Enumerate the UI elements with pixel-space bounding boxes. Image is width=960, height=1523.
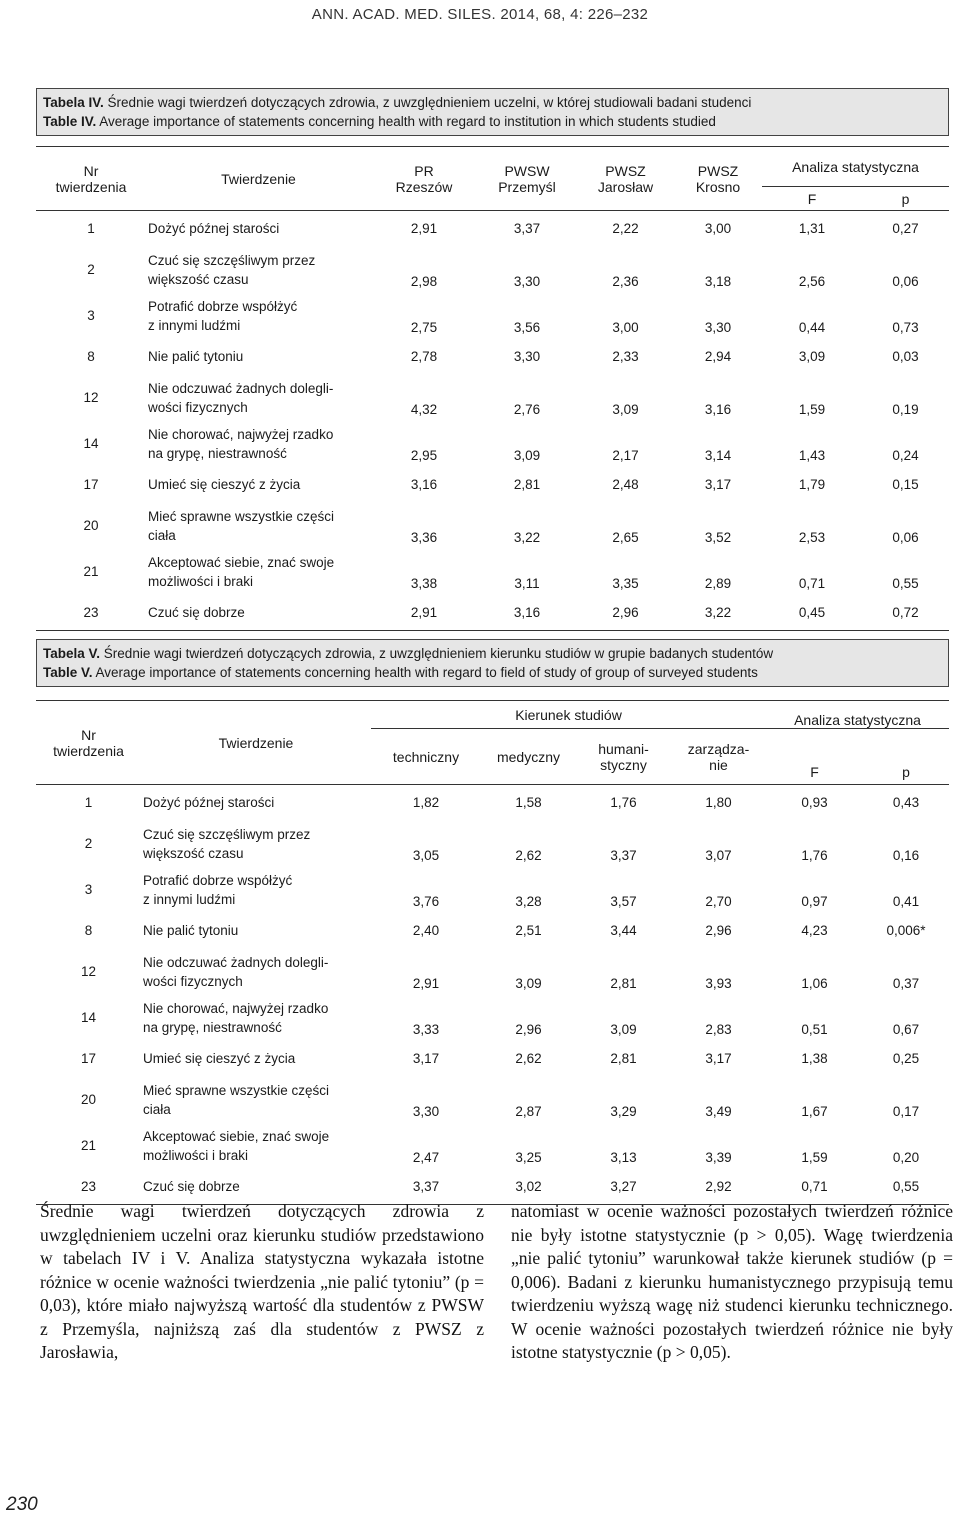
cell-value: 3,30	[412, 1103, 440, 1119]
cell-value: 0,55	[892, 1178, 920, 1194]
table-row	[36, 1041, 949, 1077]
cell-value: 1,43	[798, 447, 826, 463]
cell-value: 4,23	[801, 923, 828, 938]
cell-value: 3,22	[513, 529, 541, 545]
cell-value: 2,96	[515, 1021, 542, 1037]
table-row	[36, 247, 949, 293]
cell-value: 3,14	[704, 447, 732, 463]
cell-value: 0,97	[801, 893, 828, 909]
cell-value: 1,82	[412, 795, 440, 811]
table5	[36, 700, 949, 1205]
cell-value: 1,80	[705, 795, 732, 811]
cell-statement	[141, 913, 371, 949]
cell-value: 2,62	[515, 847, 542, 863]
cell-nr: 20	[80, 1092, 97, 1107]
cell-value: 2,96	[612, 604, 639, 620]
table-row	[36, 821, 949, 867]
cell-nr: 8	[84, 923, 93, 938]
table4-header-p: p	[862, 187, 949, 211]
cell-value: 2,51	[515, 923, 542, 938]
cell-value: 0,71	[801, 1178, 828, 1194]
cell-nr: 2	[84, 836, 93, 851]
statement-line: ciała	[143, 1101, 171, 1117]
cell-value: 1,67	[801, 1103, 828, 1119]
cell-value: 3,13	[610, 1149, 637, 1165]
statement-line: Akceptować siebie, znać swoje	[148, 554, 335, 570]
table-row	[36, 913, 949, 949]
table-row	[36, 211, 949, 247]
statement-line: wości fizycznych	[148, 399, 248, 415]
cell-value: 0,16	[892, 847, 920, 863]
table4-caption-en: Average importance of statements concerning health with regard to institution in which students studied	[96, 114, 716, 129]
cell-value: 0,93	[801, 795, 828, 811]
cell-nr: 21	[83, 564, 99, 579]
cell-value: 0,15	[892, 477, 919, 492]
statement-line: Dożyć późnej starości	[148, 221, 280, 237]
cell-value: 1,06	[801, 975, 828, 991]
cell-value: 3,11	[514, 575, 540, 591]
cell-value: 2,22	[612, 221, 639, 237]
cell-value: 2,92	[705, 1178, 732, 1194]
statement-line: możliwości i braki	[143, 1147, 249, 1163]
running-header: ANN. ACAD. MED. SILES. 2014, 68, 4: 226–232	[311, 6, 649, 23]
table-row	[36, 293, 949, 339]
statement-line: Czuć się dobrze	[143, 1178, 240, 1194]
cell-value: 3,56	[513, 319, 541, 335]
table-row	[36, 549, 949, 595]
cell-value: 3,76	[412, 893, 440, 909]
cell-statement	[141, 1077, 371, 1123]
table5-header-nr: Nr twierdzenia	[36, 701, 141, 785]
cell-statement	[141, 1123, 371, 1169]
cell-value: 3,00	[612, 319, 639, 335]
cell-value: 2,96	[705, 923, 732, 938]
cell-statement	[146, 339, 371, 375]
table-row	[36, 421, 949, 467]
table4-caption-pl: Średnie wagi twierdzeń dotyczących zdrowia, z uwzględnieniem uczelni, w której studiowali badani studenci	[103, 95, 752, 110]
table-row	[36, 375, 949, 421]
cell-statement	[146, 375, 371, 421]
cell-value: 3,27	[610, 1178, 637, 1194]
cell-value: 2,62	[515, 1051, 542, 1066]
cell-value: 3,37	[412, 1178, 440, 1194]
cell-value: 0,55	[892, 575, 919, 591]
statement-line: Nie odczuwać żadnych dolegli-	[143, 954, 329, 970]
cell-value: 2,56	[798, 273, 826, 289]
cell-value: 3,09	[798, 349, 826, 364]
cell-statement	[141, 949, 371, 995]
cell-value: 2,94	[704, 349, 732, 364]
table4	[36, 146, 949, 631]
statement-line: większość czasu	[143, 845, 244, 861]
cell-value: 1,38	[801, 1051, 828, 1066]
cell-value: 3,33	[412, 1021, 440, 1037]
statement-line: z innymi ludźmi	[148, 317, 241, 333]
table5-header-col-4: zarządza- nie	[671, 729, 766, 785]
table4-caption-en-label: Table IV.	[43, 114, 97, 129]
table5-caption-en-label: Table V.	[43, 665, 93, 680]
table5-header-statement: Twierdzenie	[141, 701, 371, 785]
table4-header-statement: Twierdzenie	[146, 147, 371, 211]
cell-value: 1,59	[798, 401, 826, 417]
table-row	[36, 995, 949, 1041]
cell-value: 0,24	[892, 447, 919, 463]
table-row	[36, 867, 949, 913]
cell-statement	[146, 595, 371, 631]
cell-value: 0,43	[892, 795, 920, 811]
statement-line: Nie chorować, najwyżej rzadko	[143, 1000, 329, 1016]
cell-value: 0,51	[801, 1021, 828, 1037]
cell-value: 3,02	[515, 1178, 542, 1194]
cell-value: 2,76	[513, 401, 541, 417]
cell-value: 1,31	[798, 221, 826, 237]
cell-value: 3,00	[704, 221, 732, 237]
statement-line: Umieć się cieszyć z życia	[143, 1051, 296, 1066]
cell-value: 3,44	[610, 923, 637, 938]
cell-value: 3,38	[410, 575, 438, 591]
cell-value: 3,37	[610, 847, 637, 863]
statement-line: Nie palić tytoniu	[143, 923, 239, 938]
table-row	[36, 467, 949, 503]
cell-value: 3,29	[610, 1103, 637, 1119]
cell-value: 2,83	[705, 1021, 732, 1037]
cell-value: 3,17	[704, 477, 732, 492]
cell-statement	[146, 293, 371, 339]
cell-value: 3,09	[610, 1021, 637, 1037]
statement-line: Potrafić dobrze współżyć	[148, 298, 298, 314]
cell-value: 1,79	[798, 477, 826, 492]
cell-statement	[141, 785, 371, 821]
cell-value: 3,25	[515, 1149, 542, 1165]
cell-value: 2,47	[412, 1149, 440, 1165]
cell-value: 3,16	[513, 604, 541, 620]
table5-header-p: p	[863, 729, 949, 785]
cell-value: 3,09	[612, 401, 639, 417]
cell-value: 2,87	[515, 1103, 542, 1119]
cell-value: 3,30	[513, 273, 541, 289]
cell-value: 2,89	[704, 575, 732, 591]
cell-value: 0,17	[892, 1103, 920, 1119]
cell-value: 1,76	[610, 795, 637, 811]
cell-value: 3,37	[513, 221, 541, 237]
cell-value: 1,59	[801, 1149, 828, 1165]
statement-line: na grypę, niestrawność	[148, 445, 287, 461]
cell-statement	[146, 211, 371, 247]
cell-nr: 20	[83, 518, 99, 533]
statement-line: Czuć się dobrze	[148, 604, 245, 620]
cell-value: 0,72	[892, 604, 919, 620]
cell-value: 2,65	[612, 529, 639, 545]
table5-header-group: Kierunek studiów	[371, 701, 766, 729]
statement-line: Akceptować siebie, znać swoje	[143, 1128, 330, 1144]
cell-value: 0,37	[892, 975, 920, 991]
cell-value: 2,33	[612, 349, 639, 364]
cell-value: 2,95	[410, 447, 438, 463]
cell-value: 0,73	[892, 319, 919, 335]
cell-statement	[146, 549, 371, 595]
table-row	[36, 595, 949, 631]
cell-nr: 14	[80, 1010, 97, 1025]
cell-statement	[141, 1041, 371, 1077]
cell-nr: 2	[87, 262, 95, 277]
cell-nr: 23	[83, 604, 99, 620]
cell-value: 3,52	[704, 529, 732, 545]
cell-nr: 17	[80, 1051, 97, 1066]
cell-value: 1,76	[801, 847, 828, 863]
statement-line: Potrafić dobrze współżyć	[143, 872, 293, 888]
cell-value: 3,35	[612, 575, 639, 591]
table-row	[36, 785, 949, 821]
cell-value: 0,06	[892, 273, 919, 289]
cell-value: 2,75	[410, 319, 438, 335]
table4-header-col-1: PR Rzeszów	[371, 147, 477, 211]
cell-statement	[141, 867, 371, 913]
statement-line: z innymi ludźmi	[143, 891, 236, 907]
cell-value: 3,07	[705, 847, 732, 863]
table4-header-col-4: PWSZ Krosno	[674, 147, 762, 211]
table4-header-col-3: PWSZ Jarosław	[577, 147, 674, 211]
cell-nr: 1	[84, 795, 93, 811]
table-row	[36, 949, 949, 995]
cell-value: 0,67	[892, 1021, 920, 1037]
cell-statement	[146, 467, 371, 503]
cell-value: 3,09	[513, 447, 541, 463]
cell-value: 2,40	[412, 923, 440, 938]
cell-value: 3,16	[704, 401, 732, 417]
table5-caption-pl-label: Tabela V.	[43, 646, 101, 661]
table4-caption-pl-label: Tabela IV.	[43, 95, 104, 110]
table5-caption-pl: Średnie wagi twierdzeń dotyczących zdrowia, z uwzględnieniem kierunku studiów w grupie badanych studentów	[100, 646, 774, 661]
cell-value: 3,36	[410, 529, 438, 545]
page-number: 230	[6, 1494, 38, 1515]
cell-value: 1,58	[515, 795, 542, 811]
table4-header-f: F	[762, 187, 862, 211]
table4-caption	[36, 88, 949, 136]
cell-value: 2,48	[612, 477, 639, 492]
cell-value: 0,71	[798, 575, 826, 591]
cell-value: 2,91	[410, 221, 438, 237]
cell-nr: 3	[87, 308, 95, 323]
statement-line: Umieć się cieszyć z życia	[148, 477, 301, 492]
table5-caption	[36, 639, 949, 687]
statement-line: na grypę, niestrawność	[143, 1019, 282, 1035]
statement-line: Mieć sprawne wszystkie części	[148, 508, 335, 524]
cell-statement	[146, 503, 371, 549]
statement-line: możliwości i braki	[148, 573, 254, 589]
cell-value: 3,39	[705, 1149, 732, 1165]
body-text-right: natomiast w ocenie ważności pozostałych twierdzeń różnice nie były istotne statystycznie (p > 0,05). Wagę twierdzenia „nie palić tytoniu” warunkował także kierunek studiów (p = 0,006). Badani z kierunku humanistycznego przypisują temu twierdzeniu wyższą wagę niż studenci kierunku technicznego. W ocenie ważności pozostałych twierdzeń różnice nie były istotne statystycznie (p > 0,05).	[511, 1201, 953, 1362]
cell-value: 0,19	[892, 401, 919, 417]
table-row	[36, 1077, 949, 1123]
table-row	[36, 339, 949, 375]
cell-nr: 12	[83, 390, 99, 405]
cell-nr: 14	[83, 436, 99, 451]
cell-value: 2,81	[513, 477, 541, 492]
table-row	[36, 1123, 949, 1169]
cell-value: 2,78	[410, 349, 438, 364]
statement-line: Czuć się szczęśliwym przez	[148, 252, 316, 268]
table5-header-col-1: techniczny	[371, 729, 481, 785]
statement-line: Nie chorować, najwyżej rzadko	[148, 426, 334, 442]
cell-value: 0,45	[798, 604, 826, 620]
table4-header-nr: Nr twierdzenia	[36, 147, 146, 211]
cell-value: 2,98	[410, 273, 438, 289]
cell-nr: 8	[87, 349, 95, 364]
table5-header-analysis: Analiza statystyczna	[794, 712, 921, 728]
cell-value: 3,57	[610, 893, 637, 909]
table5-header-col-2: medyczny	[481, 729, 576, 785]
cell-nr: 21	[80, 1138, 97, 1153]
cell-value: 2,81	[610, 1051, 637, 1066]
cell-nr: 1	[87, 221, 95, 237]
cell-value: 0,06	[892, 529, 919, 545]
cell-value: 0,006*	[886, 923, 926, 938]
table5-header-col-3: humani- styczny	[576, 729, 671, 785]
cell-value: 0,27	[892, 221, 919, 237]
cell-value: 0,20	[892, 1149, 920, 1165]
table4-header-col-2: PWSW Przemyśl	[477, 147, 577, 211]
table5-caption-en: Average importance of statements concerning health with regard to field of study of group of surveyed students	[92, 665, 758, 680]
cell-value: 2,81	[610, 975, 637, 991]
cell-value: 3,93	[705, 975, 732, 991]
cell-statement	[146, 247, 371, 293]
cell-value: 2,36	[612, 273, 639, 289]
cell-value: 0,41	[892, 893, 920, 909]
statement-line: Czuć się szczęśliwym przez	[143, 826, 311, 842]
table4-header-analysis: Analiza statystyczna	[762, 147, 949, 187]
statement-line: wości fizycznych	[143, 973, 243, 989]
cell-value: 3,18	[704, 273, 732, 289]
cell-value: 3,30	[704, 319, 732, 335]
cell-value: 3,09	[515, 975, 542, 991]
cell-statement	[141, 995, 371, 1041]
cell-value: 2,53	[798, 529, 826, 545]
statement-line: ciała	[148, 527, 176, 543]
cell-statement	[146, 421, 371, 467]
body-text-left: Średnie wagi twierdzeń dotyczących zdrowia z uwzględnieniem uczelni oraz kierunku studiów przedstawiono w tabelach IV i V. Analiza statystyczna wykazała istotne różnice w ocenie ważności twierdzenia „nie palić tytoniu” (p = 0,03), które miało najwyższą wartość dla studentów z PWSW z Przemyśla, najniższą zaś dla studentów z PWSZ z Jarosławia,	[40, 1201, 484, 1362]
cell-nr: 3	[84, 882, 93, 897]
statement-line: Mieć sprawne wszystkie części	[143, 1082, 330, 1098]
cell-nr: 23	[80, 1178, 97, 1194]
table5-header-f: F	[766, 729, 863, 785]
cell-value: 3,17	[412, 1051, 440, 1066]
cell-value: 3,16	[410, 477, 438, 492]
cell-value: 0,03	[892, 349, 919, 364]
cell-value: 0,44	[798, 319, 826, 335]
statement-line: Nie odczuwać żadnych dolegli-	[148, 380, 334, 396]
table-row	[36, 503, 949, 549]
cell-value: 4,32	[410, 401, 438, 417]
cell-value: 0,25	[892, 1051, 920, 1066]
cell-value: 3,22	[704, 604, 732, 620]
cell-nr: 12	[80, 964, 97, 979]
cell-value: 3,17	[705, 1051, 732, 1066]
statement-line: większość czasu	[148, 271, 249, 287]
cell-nr: 17	[83, 477, 99, 492]
cell-value: 2,91	[412, 975, 440, 991]
cell-value: 3,28	[515, 893, 542, 909]
cell-value: 3,49	[705, 1103, 732, 1119]
cell-value: 2,91	[410, 604, 438, 620]
cell-value: 3,05	[412, 847, 440, 863]
statement-line: Dożyć późnej starości	[143, 795, 275, 811]
statement-line: Nie palić tytoniu	[148, 349, 244, 364]
cell-statement	[141, 821, 371, 867]
cell-value: 2,70	[705, 893, 732, 909]
cell-value: 3,30	[513, 349, 541, 364]
cell-value: 2,17	[612, 447, 639, 463]
